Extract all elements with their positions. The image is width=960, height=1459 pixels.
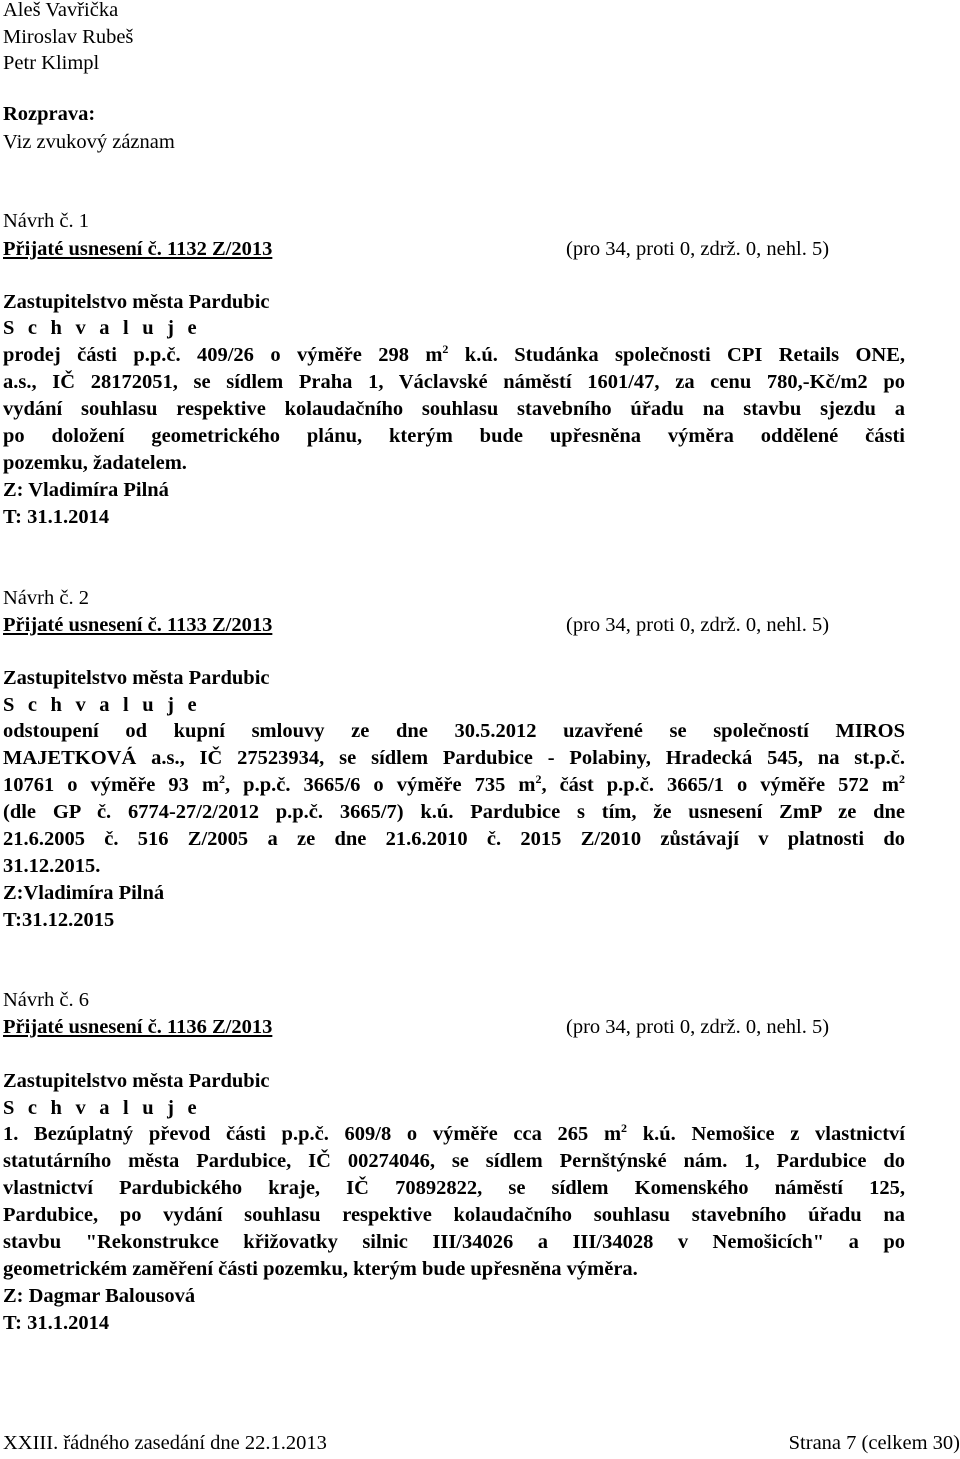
- name-2: Miroslav Rubeš: [3, 26, 134, 48]
- motion-6-navrh: Návrh č. 6: [3, 989, 89, 1011]
- motion-1-vote: (pro 34, proti 0, zdrž. 0, nehl. 5): [566, 238, 830, 260]
- motion-2-navrh: Návrh č. 2: [3, 587, 89, 609]
- motion-2-line-2: MAJETKOVÁ a.s., IČ 27523934, se sídlem Pardubice - Polabiny, Hradecká 545, na st.p.č.: [3, 747, 905, 769]
- motion-2-usneseni: Přijaté usnesení č. 1133 Z/2013: [3, 614, 273, 636]
- motion-6-body: Zastupitelstvo města Pardubic: [3, 1070, 270, 1092]
- motion-6-line-1: 1. Bezúplatný převod části p.p.č. 609/8 o výměře cca 265 $m^2$ k.ú. Nemošice z vlastnictví: [3, 1121, 905, 1145]
- motion-6-line-6: geometrickém zaměření části pozemku, kterým bude upřesněna výměra.: [3, 1258, 638, 1280]
- motion-6-line-2: statutárního města Pardubice, IČ 00274046, se sídlem Pernštýnské nám. 1, Pardubice do: [3, 1150, 905, 1172]
- footer-page-number: Strana 7 (celkem 30): [788, 1432, 960, 1454]
- motion-1-line-3: vydání souhlasu respektive kolaudačního souhlasu stavebního úřadu na stavbu sjezdu a: [3, 398, 905, 420]
- motion-6-line-4: Pardubice, po vydání souhlasu respektive kolaudačního souhlasu stavebního úřadu na: [3, 1204, 905, 1226]
- motion-1-usneseni: Přijaté usnesení č. 1132 Z/2013: [3, 238, 273, 260]
- rozprava-text: Viz zvukový záznam: [3, 131, 175, 153]
- motion-6-schvaluje: S c h v a l u j e: [3, 1097, 201, 1119]
- motion-1-t: T: 31.1.2014: [3, 506, 110, 528]
- footer-session: XXIII. řádného zasedání dne 22.1.2013: [3, 1432, 327, 1454]
- motion-1-line-2: a.s., IČ 28172051, se sídlem Praha 1, Václavské náměstí 1601/47, za cenu 780,-Kč/m2 po: [3, 371, 905, 393]
- motion-1-line-5: pozemku, žadatelem.: [3, 452, 187, 474]
- motion-2-line-4: (dle GP č. 6774-27/2/2012 p.p.č. 3665/7) k.ú. Pardubice s tím, že usnesení ZmP ze dne: [3, 801, 905, 823]
- motion-2-t: T:31.12.2015: [3, 909, 115, 931]
- motion-6-t: T: 31.1.2014: [3, 1312, 110, 1334]
- motion-6-line-5: stavbu "Rekonstrukce křižovatky silnic III/34026 a III/34028 v Nemošicích" a po: [3, 1231, 905, 1253]
- motion-2-line-1: odstoupení od kupní smlouvy ze dne 30.5.2012 uzavřené se společností MIROS: [3, 720, 905, 742]
- motion-6-usneseni: Přijaté usnesení č. 1136 Z/2013: [3, 1016, 273, 1038]
- motion-6-z: Z: Dagmar Balousová: [3, 1285, 196, 1307]
- name-1: Aleš Vavřička: [3, 0, 119, 21]
- motion-1-navrh: Návrh č. 1: [3, 210, 89, 232]
- motion-2-z: Z:Vladimíra Pilná: [3, 882, 165, 904]
- motion-2-line-5: 21.6.2005 č. 516 Z/2005 a ze dne 21.6.2010 č. 2015 Z/2010 zůstávají v platnosti do: [3, 828, 905, 850]
- motion-6-vote: (pro 34, proti 0, zdrž. 0, nehl. 5): [566, 1016, 830, 1038]
- motion-2-line-3: 10761 o výměře 93 $m^2$, p.p.č. 3665/6 o výměře 735 $m^2$, část p.p.č. 3665/1 o výměře 572 $m^2$: [3, 772, 906, 796]
- motion-1-body: Zastupitelstvo města Pardubic: [3, 291, 270, 313]
- motion-2-vote: (pro 34, proti 0, zdrž. 0, nehl. 5): [566, 614, 830, 636]
- motion-1-z: Z: Vladimíra Pilná: [3, 479, 169, 501]
- name-3: Petr Klimpl: [3, 52, 100, 74]
- motion-2-body: Zastupitelstvo města Pardubic: [3, 667, 270, 689]
- motion-6-line-3: vlastnictví Pardubického kraje, IČ 70892822, se sídlem Komenského náměstí 125,: [3, 1177, 905, 1199]
- motion-2-schvaluje: S c h v a l u j e: [3, 694, 201, 716]
- rozprava-label: Rozprava:: [3, 103, 96, 125]
- motion-1-line-1: prodej části p.p.č. 409/26 o výměře 298 $m^2$ k.ú. Studánka společnosti CPI Retails ONE,: [3, 342, 905, 366]
- motion-1-line-4: po doložení geometrického plánu, kterým bude upřesněna výměra oddělené části: [3, 425, 905, 447]
- motion-2-line-6: 31.12.2015.: [3, 855, 101, 877]
- motion-1-schvaluje: S c h v a l u j e: [3, 317, 201, 339]
